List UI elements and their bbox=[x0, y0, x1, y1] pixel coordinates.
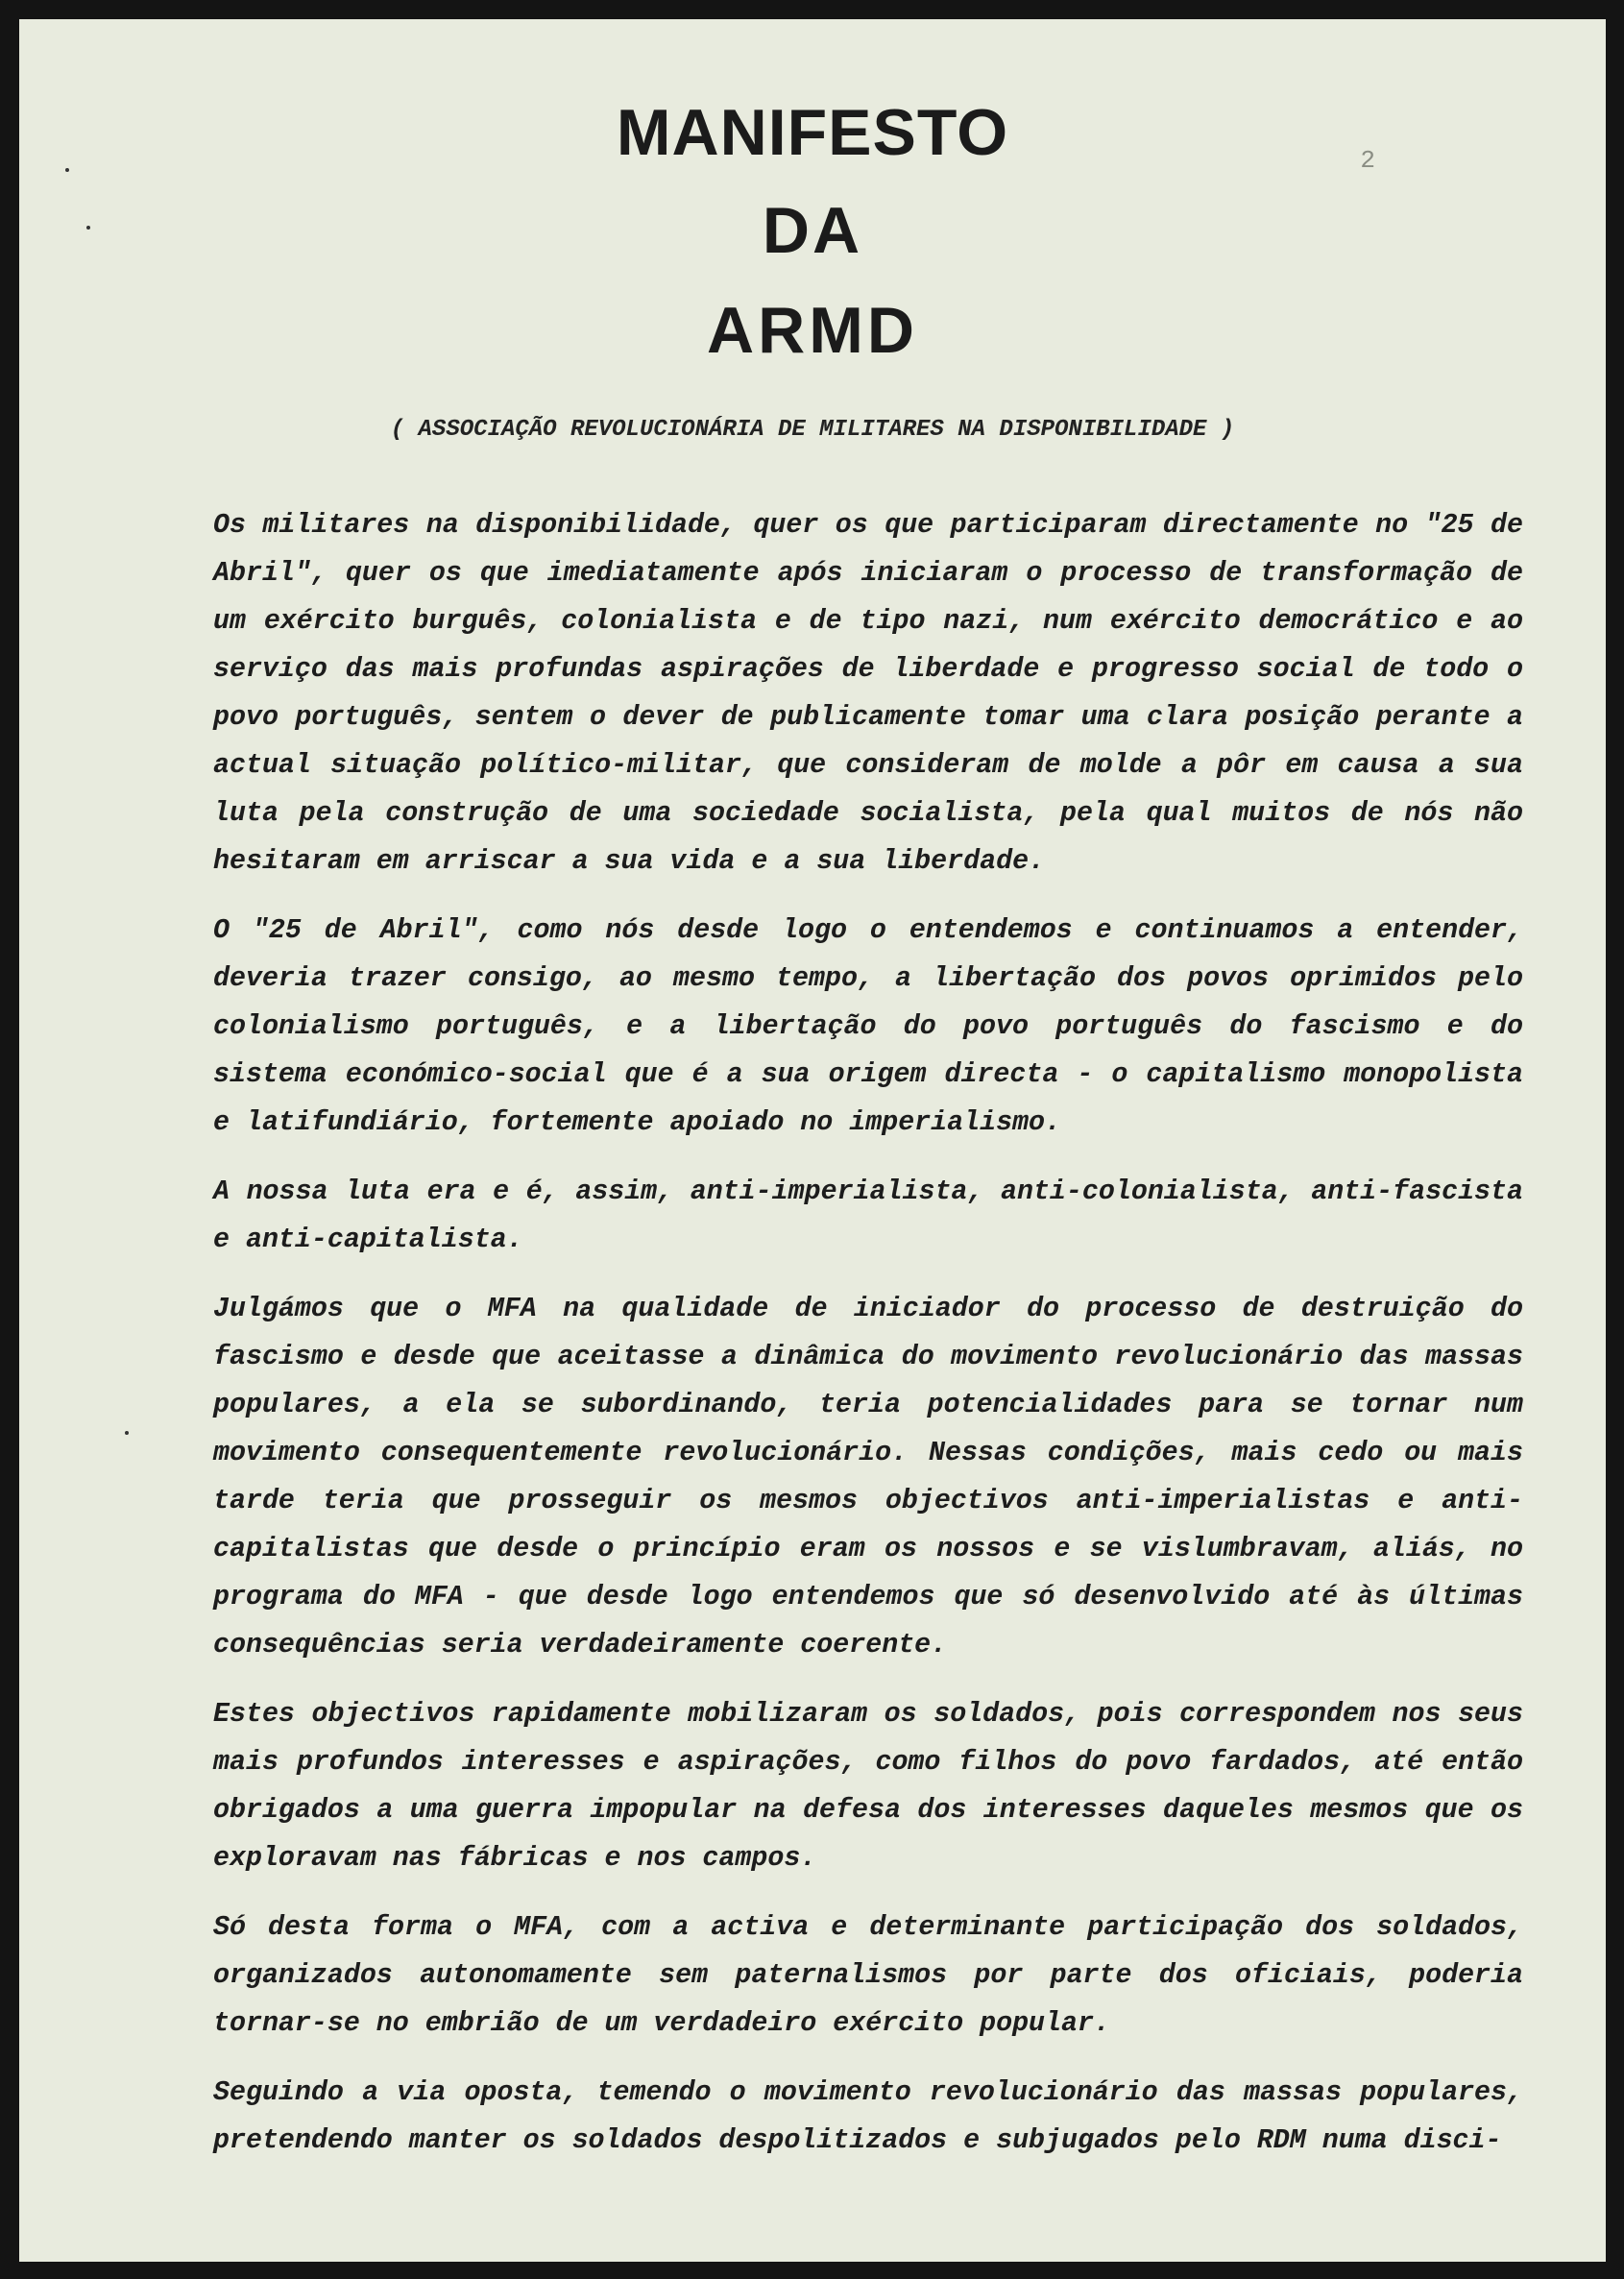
paragraph: Julgámos que o MFA na qualidade de iniciador do processo de destruição do fascismo e desde que aceitasse a dinâmica do movimento revolucionário das massas populares, a ela se subordinando, teria potencialidades para se tornar num movimento consequentemente revolucionário. Nessas condições, mais cedo ou mais tarde teria que prosseguir os mesmos objectivos anti-imperialistas e anti-capitalistas que desde o princípio eram os nossos e se vislumbravam, aliás, no programa do MFA - que desde logo entendemos que só desenvolvido até às últimas consequências seria verdadeiramente coerente. bbox=[213, 1294, 1523, 1661]
subtitle: ( ASSOCIAÇÃO REVOLUCIONÁRIA DE MILITARES NA DISPONIBILIDADE ) bbox=[390, 417, 1235, 443]
paragraph: A nossa luta era e é, assim, anti-imperialista, anti-colonialista, anti-fascista e anti-capitalista. bbox=[213, 1176, 1523, 1255]
paragraph: O "25 de Abril", como nós desde logo o entendemos e continuamos a entender, deveria trazer consigo, ao mesmo tempo, a libertação dos povos oprimidos pelo colonialismo português, e a libertação do povo português do fascismo e do sistema económico-social que é a sua origem directa - o capitalismo monopolista e latifundiário, fortemente apoiado no imperialismo. bbox=[213, 915, 1523, 1138]
title-line-3: ARMD bbox=[707, 294, 918, 367]
paragraph: Estes objectivos rapidamente mobilizaram os soldados, pois correspondem nos seus mais profundos interesses e aspirações, como filhos do povo fardados, até então obrigados a uma guerra impopular na defesa dos interesses daqueles mesmos que os exploravam nas fábricas e nos campos. bbox=[213, 1699, 1523, 1874]
paper-speck bbox=[125, 1431, 129, 1435]
title-line-1: MANIFESTO bbox=[616, 96, 1009, 169]
paper-speck bbox=[86, 226, 90, 230]
title-line-2: DA bbox=[762, 194, 863, 267]
page-number-show-through: 2 bbox=[1360, 146, 1375, 175]
manifesto-body bbox=[213, 501, 1523, 2186]
paragraph: Os militares na disponibilidade, quer os que participaram directamente no "25 de Abril", quer os que imediatamente após iniciaram o processo de transformação de um exército burguês, colonialista e de tipo nazi, num exército democrático e ao serviço das mais profundas aspirações de liberdade e progresso social de todo o povo português, sentem o dever de publicamente tomar uma clara posição perante a actual situação político-militar, que consideram de molde a pôr em causa a sua luta pela construção de uma sociedade socialista, pela qual muitos de nós não hesitaram em arriscar a sua vida e a sua liberdade. bbox=[213, 510, 1523, 877]
paragraph: Seguindo a via oposta, temendo o movimento revolucionário das massas populares, pretendendo manter os soldados despolitizados e subjugados pelo RDM numa disci- bbox=[213, 2077, 1523, 2156]
document-page bbox=[19, 19, 1606, 2262]
paper-speck bbox=[65, 168, 69, 172]
paragraph: Só desta forma o MFA, com a activa e determinante participação dos soldados, organizados autonomamente sem paternalismos por parte dos oficiais, poderia tornar-se no embrião de um verdadeiro exército popular. bbox=[213, 1912, 1523, 2039]
